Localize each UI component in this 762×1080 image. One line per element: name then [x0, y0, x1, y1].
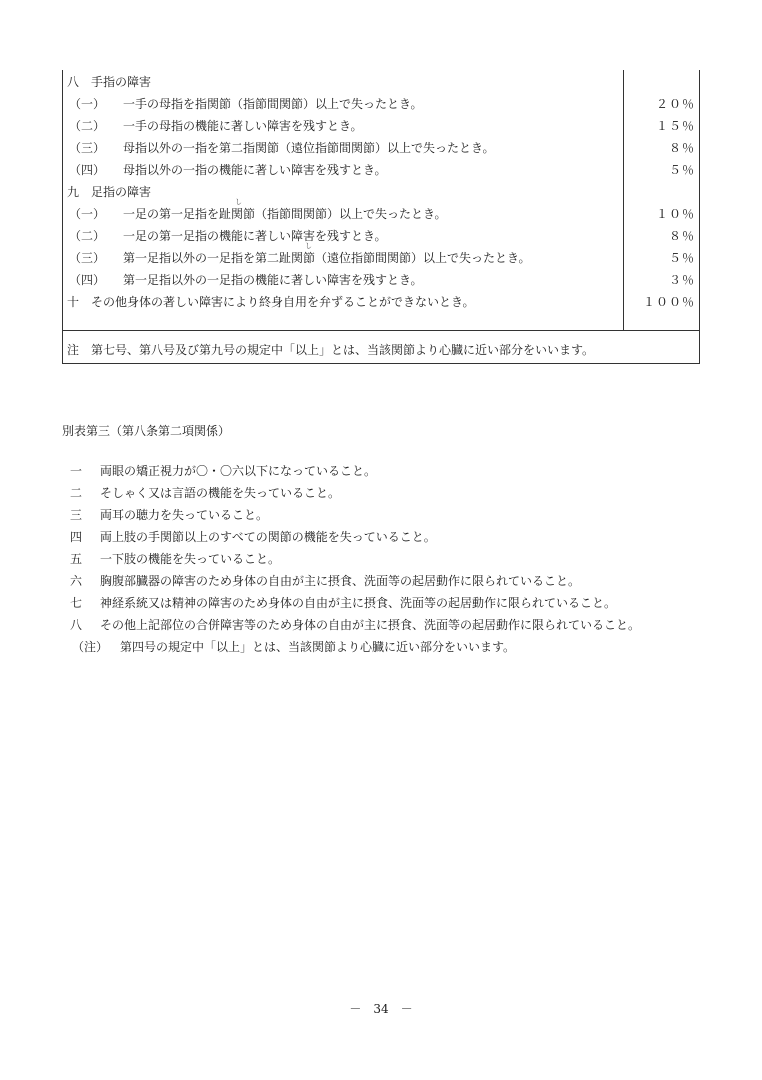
item-text: 一足の第一足指の機能に著しい障害を残すとき。 [123, 229, 387, 243]
item-text: 第一足指以外の一足指を第二趾関節（遠位指節間関節）以上で失ったとき。 [123, 251, 531, 265]
item-rate: ８％ [668, 229, 695, 243]
ruby-annotation: し [305, 242, 312, 250]
ruby-annotation: し [235, 198, 242, 206]
disability-rate-table [62, 70, 700, 364]
table-row [63, 160, 699, 180]
item-rate: ２０％ [655, 97, 695, 111]
item-text: 一手の母指を指関節（指節間関節）以上で失ったとき。 [123, 97, 423, 111]
list-number: 一 [70, 464, 83, 478]
note-text: 第四号の規定中「以上」とは、当該関節より心臓に近い部分をいいます。 [120, 640, 516, 654]
table-row [63, 204, 699, 224]
list-number: 七 [70, 596, 83, 610]
item-label: （四） [69, 273, 106, 287]
list-number: 三 [70, 508, 83, 522]
table-row [63, 292, 699, 312]
item-rate: １００％ [642, 295, 695, 309]
list-text: 両耳の聴力を失っていること。 [100, 508, 269, 522]
list-number: 八 [70, 618, 83, 632]
item-label: （一） [69, 207, 106, 221]
item-rate: １０％ [655, 207, 695, 221]
list-text: 両上肢の手関節以上のすべての関節の機能を失っていること。 [100, 530, 436, 544]
item-label: （二） [69, 229, 106, 243]
list-text: そしゃく又は言語の機能を失っていること。 [100, 486, 341, 500]
section-heading: 八 手指の障害 [67, 75, 152, 89]
list-text: 胸腹部臓器の障害のため身体の自由が主に摂食、洗面等の起居動作に限られていること。 [100, 574, 581, 588]
list-number: 六 [70, 574, 83, 588]
list-number: 二 [70, 486, 83, 500]
item-rate: ５％ [668, 251, 695, 265]
item-text: 母指以外の一指を第二指関節（遠位指節間関節）以上で失ったとき。 [123, 141, 495, 155]
list-text: 両眼の矯正視力が〇・〇六以下になっていること。 [100, 464, 377, 478]
table-row [63, 182, 699, 202]
note-label: （注） [72, 640, 109, 654]
item-text: 一手の母指の機能に著しい障害を残すとき。 [123, 119, 363, 133]
item-rate: ３％ [668, 273, 695, 287]
list-text: その他上記部位の合併障害等のため身体の自由が主に摂食、洗面等の起居動作に限られていること。 [100, 618, 641, 632]
section-heading: 九 足指の障害 [67, 185, 152, 199]
page-number: － 34 － [349, 1002, 413, 1016]
table-row [63, 248, 699, 268]
list-number: 四 [70, 530, 83, 544]
table-row [63, 94, 699, 114]
list-number: 五 [70, 552, 83, 566]
item-rate: １５％ [655, 119, 695, 133]
list-text: 一下肢の機能を失っていること。 [100, 552, 281, 566]
item-label: （三） [69, 141, 106, 155]
item-label: （四） [69, 163, 106, 177]
list-text: 神経系統又は精神の障害のため身体の自由が主に摂食、洗面等の起居動作に限られていること。 [100, 596, 617, 610]
table-row [63, 226, 699, 246]
table-row [63, 138, 699, 158]
table-row [63, 270, 699, 290]
item-rate: ８％ [668, 141, 695, 155]
row-divider [63, 330, 699, 331]
table-row [63, 116, 699, 136]
section-heading: 十 その他身体の著しい障害により終身自用を弁ずることができないとき。 [67, 295, 475, 309]
item-rate: ５％ [668, 163, 695, 177]
item-label: （二） [69, 119, 106, 133]
item-text: 一足の第一足指を趾関節（指節間関節）以上で失ったとき。 [123, 207, 447, 221]
section-title: 別表第三（第八条第二項関係） [62, 424, 231, 438]
table-row [63, 72, 699, 92]
item-text: 第一足指以外の一足指の機能に著しい障害を残すとき。 [123, 273, 423, 287]
table-note: 注 第七号、第八号及び第九号の規定中「以上」とは、当該関節より心臓に近い部分をいいます。 [67, 343, 595, 357]
item-text: 母指以外の一指の機能に著しい障害を残すとき。 [123, 163, 387, 177]
item-label: （三） [69, 251, 106, 265]
item-label: （一） [69, 97, 106, 111]
